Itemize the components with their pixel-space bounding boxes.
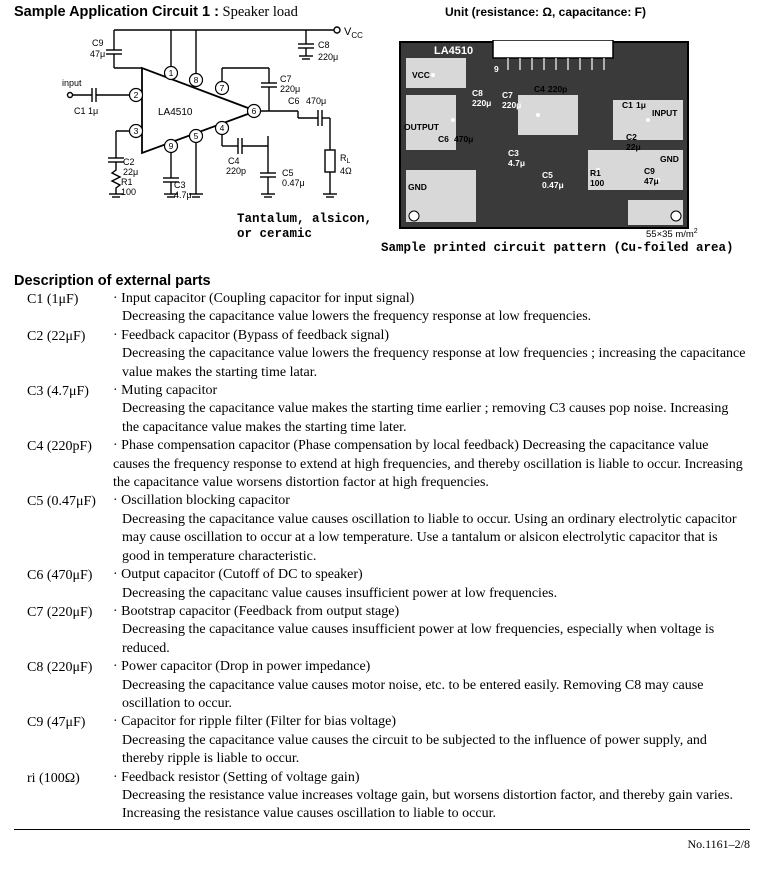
pcb-size: 55×35 $m/m^2$ (646, 228, 698, 241)
pin-3: 3 (133, 126, 139, 136)
svg-text:C1 1μ: C1 1μ (74, 106, 99, 116)
pin-8: 8 (193, 75, 199, 85)
svg-text:C2: C2 (123, 157, 135, 167)
svg-text:GND: GND (660, 154, 679, 164)
part-function: · Capacitor for ripple filter (Filter for bias voltage) (113, 714, 397, 730)
parts-list (0, 290, 764, 824)
svg-text:220p: 220p (548, 84, 568, 94)
part-description: Decreasing the capacitance value causes the circuit to be subjected to the influence of power supply, and thereby ripple is liable to occur. (122, 732, 707, 767)
svg-text:220μ: 220μ (318, 52, 339, 62)
part-function: · Power capacitor (Drop in power impedance) (113, 659, 371, 675)
svg-text:C7: C7 (280, 74, 292, 84)
pcb-pattern (398, 40, 690, 230)
pin-2: 2 (133, 90, 139, 100)
svg-text:OUTPUT: OUTPUT (404, 122, 439, 132)
svg-text:VCC: VCC (412, 70, 430, 80)
svg-text:47μ: 47μ (644, 176, 659, 186)
svg-text:1μ: 1μ (636, 100, 646, 110)
part-name: ri (100Ω) (27, 770, 80, 786)
capacitor-note: Tantalum, alsicon, or ceramic (237, 212, 373, 241)
pcb-chip-label: LA4510 (434, 45, 474, 57)
svg-text:9: 9 (494, 64, 499, 74)
pin-5: 5 (193, 131, 199, 141)
svg-text:C5: C5 (542, 170, 553, 180)
svg-text:4.7μ: 4.7μ (508, 158, 526, 168)
svg-text:R1: R1 (121, 177, 133, 187)
svg-text:C3: C3 (174, 180, 186, 190)
vcc-label: $V_{CC}$ (344, 26, 363, 40)
svg-text:4Ω: 4Ω (340, 166, 352, 176)
pin-7: 7 (219, 83, 225, 93)
input-label: input (62, 78, 82, 88)
part-name: C7 (220μF) (27, 604, 93, 620)
svg-text:0.47μ: 0.47μ (282, 178, 305, 188)
svg-text:C7: C7 (502, 90, 513, 100)
part-c1 (0, 290, 764, 327)
svg-text:C5: C5 (282, 168, 294, 178)
part-name: C5 (0.47μF) (27, 494, 96, 510)
pin-6: 6 (251, 106, 257, 116)
part-function: · Phase compensation capacitor (Phase compensation by local feedback) Decreasing the capacitance value causes the frequency response to extend at high frequencies, and thereby oscillation is liable to occur. Increasing the capacitance value worsens distortion factor at high frequencies. (113, 438, 743, 491)
pin-9: 9 (168, 141, 174, 151)
part-description: Decreasing the capacitance value makes the starting time earlier ; removing C3 causes pop noise. Increasing the capacitance value makes the starting time later. (122, 401, 729, 435)
svg-text:C4: C4 (534, 84, 545, 94)
part-function: · Feedback resistor (Setting of voltage gain) (113, 769, 360, 785)
svg-text:22μ: 22μ (123, 167, 139, 177)
part-function: · Bootstrap capacitor (Feedback from output stage) (113, 603, 400, 619)
part-name: C3 (4.7μF) (27, 384, 89, 400)
svg-text:220μ: 220μ (472, 98, 492, 108)
svg-text:4.7μ: 4.7μ (174, 190, 192, 200)
part-name: C1 (1μF) (27, 292, 79, 307)
svg-text:220p: 220p (226, 166, 247, 176)
svg-text:C9: C9 (644, 166, 655, 176)
svg-text:100: 100 (590, 178, 605, 188)
part-description: Decreasing the capacitance value causes oscillation to liable to occur. Using an ordinary electrolytic capacitor may cause oscillation to occur at a low temperature. Use a tantalum or alsicon electrolytic capacitor that is good in temperature characteristic. (122, 511, 737, 564)
svg-text:220μ: 220μ (502, 100, 522, 110)
part-c4 (0, 437, 764, 492)
unit-label: Unit (resistance: Ω, capacitance: F) (445, 5, 647, 19)
svg-text:C6: C6 (438, 134, 449, 144)
svg-text:100: 100 (121, 187, 137, 197)
part-name: C4 (220pF) (27, 439, 92, 455)
svg-text:470μ: 470μ (306, 96, 327, 106)
svg-text:GND: GND (408, 182, 427, 192)
svg-text:C9: C9 (92, 38, 104, 48)
svg-text:R1: R1 (590, 168, 601, 178)
part-ri (0, 769, 764, 824)
svg-text:C4: C4 (228, 156, 240, 166)
chip-label: LA4510 (158, 107, 193, 118)
svg-text:220μ: 220μ (280, 84, 301, 94)
part-description: Decreasing the capacitance value lowers the frequency response at low frequencies ; increasing the capacitance value makes the starting time latar. (122, 346, 746, 380)
svg-text:470μ: 470μ (454, 134, 474, 144)
circuit-title: Sample Application Circuit 1 : (14, 4, 219, 20)
part-name: C6 (470μF) (27, 568, 93, 584)
circuit-subtitle: Speaker load (222, 4, 298, 20)
rl-label: $R_L$ (340, 153, 351, 165)
part-c5 (0, 492, 764, 566)
pcb-caption: Sample printed circuit pattern (Cu-foiled area) (381, 241, 734, 255)
part-c6 (0, 566, 764, 603)
part-function: · Oscillation blocking capacitor (113, 493, 290, 509)
circuit-schematic (56, 18, 386, 213)
pin-1: 1 (168, 68, 174, 78)
part-c3 (0, 382, 764, 437)
part-c8 (0, 658, 764, 713)
part-description: Decreasing the capacitanc value causes insufficient power at low frequencies. (122, 585, 558, 601)
part-description: Decreasing the resistance value increases voltage gain, but worsens distortion factor, and thereby gain varies. Increasing the resistance value causes oscillation to liable to occur. (122, 787, 733, 822)
svg-text:22μ: 22μ (626, 142, 641, 152)
svg-text:C3: C3 (508, 148, 519, 158)
svg-text:INPUT: INPUT (652, 108, 678, 118)
svg-text:0.47μ: 0.47μ (542, 180, 564, 190)
part-c2 (0, 327, 764, 382)
part-name: C8 (220μF) (27, 660, 93, 676)
part-description: Decreasing the capacitance value lowers the frequency response at low frequencies. (122, 309, 592, 325)
svg-text:C8: C8 (472, 88, 483, 98)
part-c7 (0, 603, 764, 658)
part-description: Decreasing the capacitance value causes insufficient power at low frequencies, especially when voltage is reduced. (122, 622, 715, 656)
svg-text:C2: C2 (626, 132, 637, 142)
svg-text:47μ: 47μ (90, 49, 106, 59)
svg-text:C6: C6 (288, 96, 300, 106)
part-function: · Feedback capacitor (Bypass of feedback signal) (113, 327, 389, 343)
part-function: · Muting capacitor (113, 383, 218, 399)
part-function: · Input capacitor (Coupling capacitor for input signal) (113, 291, 415, 306)
part-name: C9 (47μF) (27, 715, 86, 731)
description-title: Description of external parts (14, 273, 211, 289)
svg-text:C1: C1 (622, 100, 633, 110)
pin-4: 4 (219, 123, 225, 133)
part-c9 (0, 713, 764, 768)
page-number: No.1161–2/8 (687, 837, 750, 851)
part-description: Decreasing the capacitance value causes motor noise, etc. to be entered easily. Removing C8 may cause oscillation to occur. (122, 677, 704, 711)
footer-rule (14, 829, 750, 830)
svg-text:C8: C8 (318, 40, 330, 50)
part-function: · Output capacitor (Cutoff of DC to speaker) (113, 567, 363, 583)
part-name: C2 (22μF) (27, 328, 86, 344)
